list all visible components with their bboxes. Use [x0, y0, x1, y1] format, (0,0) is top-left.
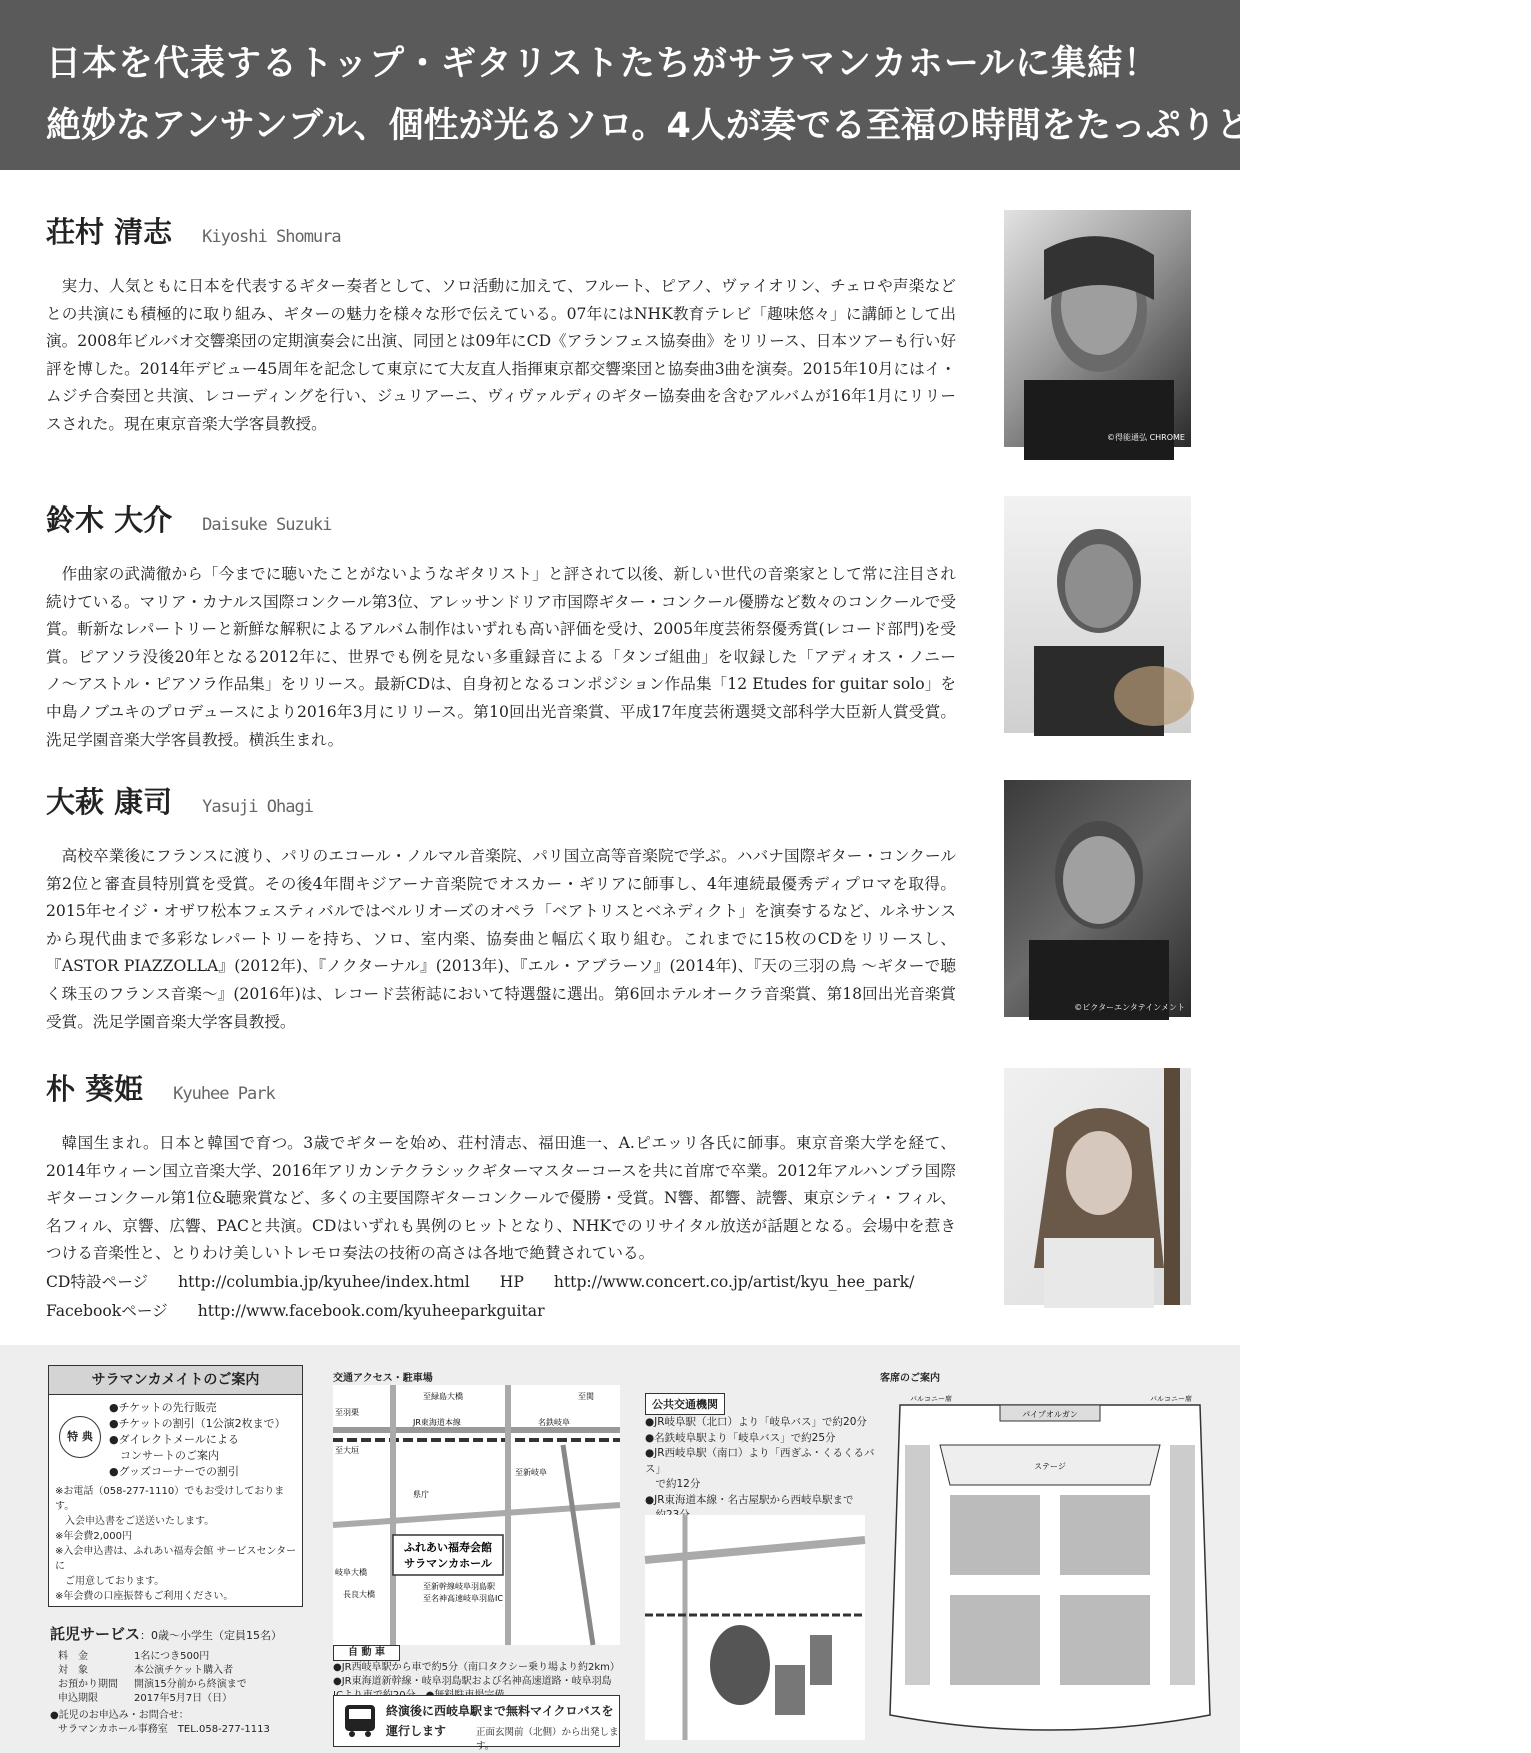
shuttle-bus-box	[333, 1695, 620, 1752]
portrait-image	[1004, 496, 1191, 733]
note-item: 入会申込書をご送送いたします。	[55, 1516, 215, 1527]
stage-label: ステージ	[1034, 1462, 1066, 1471]
childcare-subtitle: ：0歳〜小学生（定員15名）	[140, 1629, 283, 1642]
artist-section-park	[46, 1067, 956, 1326]
artist-roman-name: Daisuke Suzuki	[202, 515, 332, 535]
childcare-title: 託児サービス	[50, 1625, 141, 1643]
car-item: ●JR西岐阜駅から車で約5分（南口タクシー乗り場より約2km）	[333, 1662, 620, 1673]
perk-item: コンサートのご案内	[109, 1449, 219, 1462]
hp-link[interactable]: http://www.concert.co.jp/artist/kyu_hee_park/	[553, 1272, 915, 1291]
hall-label: サラマンカホール	[404, 1557, 492, 1570]
note-item: ご用意しております。	[55, 1576, 165, 1587]
cd-page-label: CD特設ページ	[46, 1272, 149, 1291]
map-label: 岐阜大橋	[335, 1568, 367, 1577]
balcony-label: バルコニー席	[910, 1395, 952, 1403]
banner-line-2: 絶妙なアンサンブル、個性が光るソロ。4人が奏でる至福の時間をたっぷりとご堪能ください。	[46, 106, 1531, 146]
artist-links	[46, 1268, 956, 1326]
map-label: 至新岐阜	[515, 1468, 547, 1477]
artist-bio: 高校卒業後にフランスに渡り、パリのエコール・ノルマル音楽院、パリ国立高等音楽院で学ぶ。ハバナ国際ギター・コンクール第2位と審査員特別賞を受賞。その後4年間キジアーナ音楽院でオスカー・ギリアに師事し、4年連続最優秀ディプロマを取得。2015年セイジ・オザワ松本フェスティバルではベルリオーズのオペラ「ベアトリスとベネディクト」を演奏するなど、ルネサンスから現代曲まで多彩なレパートリーを持ち、ソロ、室内楽、協奏曲と幅広く取り組む。これまでに15枚のCDをリリースし、『ASTOR PIAZZOLLA』(2012年)、『ノクターナル』(2013年)、『エル・アブラーソ』(2014年)、『天の三羽の鳥 〜ギターで聴く珠玉のフランス音楽〜』(2016年)は、レコード芸術誌において特選盤に選出。第6回ホテルオークラ音楽賞、第18回出光音楽賞受賞。洗足学園音楽大学客員教授。	[46, 847, 956, 1031]
seating-title: 客席のご案内	[880, 1373, 940, 1384]
access-title: 交通アクセス・駐車場	[333, 1373, 433, 1384]
portrait-image	[1004, 780, 1191, 1017]
perk-item: ●ダイレクトメールによる	[109, 1433, 239, 1446]
bus-icon	[342, 1703, 378, 1739]
list-item: で約12分	[645, 1478, 701, 1490]
mate-title: サラマンカメイトのご案内	[49, 1366, 302, 1395]
table-row: 申込期限 2017年5月7日（日）	[58, 1693, 233, 1704]
artist-photo-ohagi	[1004, 780, 1191, 1017]
map-label: 至羽栗	[335, 1408, 359, 1417]
hp-label: HP	[499, 1272, 524, 1291]
hall-label: ふれあい福寿会館	[404, 1541, 492, 1554]
table-row: 対 象 本公演チケット購入者	[58, 1665, 234, 1676]
note-item: ※年会費2,000円	[55, 1531, 133, 1542]
artist-roman-name: Kiyoshi Shomura	[202, 227, 341, 247]
map-label: 長良大橋	[343, 1590, 375, 1599]
perk-list	[109, 1400, 286, 1480]
photo-credit: ©得能通弘 CHROME	[1107, 433, 1185, 442]
mate-notes	[55, 1484, 302, 1604]
list-item: ●名鉄岐阜駅より「岐阜バス」で約25分	[645, 1431, 836, 1444]
childcare-table	[50, 1650, 255, 1706]
info-panel	[0, 1345, 1240, 1753]
area-map	[645, 1515, 865, 1740]
table-row: お預かり期間 開演15分前から終演まで	[58, 1679, 247, 1690]
car-item: ●JR東海道新幹線・岐阜羽島駅および名神高速道路・岐阜羽島	[333, 1676, 612, 1687]
map-label: 至関	[578, 1392, 594, 1401]
artist-name: 荘村 清志	[46, 215, 173, 249]
salamanca-mate-box	[48, 1365, 303, 1607]
map-label: 名鉄岐阜	[538, 1418, 570, 1427]
facebook-link[interactable]: http://www.facebook.com/kyuheeparkguitar	[197, 1301, 545, 1320]
artist-roman-name: Yasuji Ohagi	[202, 797, 313, 817]
table-row: 料 金 1名につき500円	[58, 1651, 210, 1662]
artist-photo-park	[1004, 1068, 1191, 1305]
organ-label: パイプオルガン	[1022, 1410, 1078, 1419]
childcare-section	[50, 1623, 300, 1737]
public-transport-title: 公共交通機関	[645, 1393, 725, 1415]
list-item: ●JR西岐阜駅（南口）より「西ぎふ・くるくるバス」	[645, 1447, 875, 1475]
bus-line-2: 運行します	[386, 1724, 447, 1738]
bus-line-1: 終演後に西岐阜駅まで無料マイクロバスを	[386, 1704, 614, 1718]
artist-bio: 実力、人気ともに日本を代表するギター奏者として、ソロ活動に加えて、フルート、ピアノ、ヴァイオリン、チェロや声楽などとの共演にも積極的に取り組み、ギターの魅力を様々な形で伝えている。07年にはNHK教育テレビ「趣味悠々」に講師として出演。2008年ビルバオ交響楽団の定期演奏会に出演、同団とは09年にCD《アランフェス協奏曲》をリリース、日本ツアーも行い好評を博した。2014年デビュー45周年を記念して東京にて大友直人指揮東京都交響楽団と協奏曲3曲を演奏。2015年10月にはイ・ムジチ合奏団と共演、レコーディングを行い、ジュリアーニ、ヴィヴァルディのギター協奏曲を含むアルバムが16年1月にリリースされた。現在東京音楽大学客員教授。	[46, 277, 956, 433]
bus-line-3: 正面玄関前（北側）から出発します。	[476, 1727, 619, 1752]
map-label: 至新幹線岐阜羽島駅	[423, 1582, 495, 1591]
seating-chart	[880, 1385, 1220, 1735]
facebook-label: Facebookページ	[46, 1301, 168, 1320]
portrait-image	[1004, 210, 1191, 447]
artist-section-suzuki	[46, 498, 956, 754]
map-label: 県庁	[413, 1490, 429, 1499]
header-banner	[0, 0, 1531, 170]
artist-photo-shomura	[1004, 210, 1191, 447]
list-item: ●JR岐阜駅（北口）より「岐阜バス」で約20分	[645, 1416, 867, 1428]
portrait-image	[1004, 1068, 1191, 1305]
balcony-label: バルコニー席	[1150, 1395, 1192, 1403]
artist-photo-suzuki	[1004, 496, 1191, 733]
artist-name: 大萩 康司	[46, 785, 173, 819]
map-label: 至大垣	[335, 1446, 359, 1455]
artist-bio: 韓国生まれ。日本と韓国で育つ。3歳でギターを始め、荘村清志、福田進一、A.ピエッリ各氏に師事。東京音楽大学を経て、2014年ウィーン国立音楽大学、2016年アリカンテクラシックギターマスターコースを共に首席で卒業。2012年アルハンブラ国際ギターコンクール第1位&聴衆賞など、多くの主要国際ギターコンクールで優勝・受賞。N響、都響、読響、東京シティ・フィル、名フィル、京響、広響、PACと共演。CDはいずれも異例のヒットとなり、NHKでのリサイタル放送が話題となる。会場中を惹きつける音楽性と、とりわけ美しいトレモロ奏法の技術の高さは各地で絶賛されている。	[46, 1134, 956, 1263]
childcare-contact: サラマンカホール事務室 TEL.058-277-1113	[58, 1724, 270, 1735]
public-transport-list	[645, 1415, 875, 1524]
perk-item: ●チケットの先行販売	[109, 1401, 217, 1414]
photo-credit: ©ビクターエンタテインメント	[1074, 1003, 1185, 1012]
note-item: ※入会申込書は、ふれあい福寿会館 サービスセンターに	[55, 1546, 297, 1572]
note-item: ※お電話（058-277-1110）でもお受けしております。	[55, 1486, 285, 1512]
list-item: ●JR東海道本線・名古屋駅から西岐阜駅まで	[645, 1493, 854, 1506]
artist-bio: 作曲家の武満徹から「今までに聴いたことがないようなギタリスト」と評されて以後、新しい世代の音楽家として常に注目され続けている。マリア・カナルス国際コンクール第3位、アレッサンドリア市国際ギター・コンクール優勝など数々のコンクールで受賞。斬新なレパートリーと新鮮な解釈によるアルバム制作はいずれも高い評価を受け、2005年度芸術祭優秀賞(レコード部門)を受賞。ピアソラ没後20年となる2012年に、世界でも例を見ない多重録音による「タンゴ組曲」を収録した「アディオス・ノニーノ〜アストル・ピアソラ作品集」をリリース。最新CDは、自身初となるコンポジション作品集「12 Etudes for guitar solo」を中島ノブユキのプロデュースにより2016年3月にリリース。第10回出光音楽賞、平成17年度芸術選奨文部科学大臣新人賞受賞。洗足学園音楽大学客員教授。横浜生まれ。	[46, 565, 956, 749]
artist-section-ohagi	[46, 780, 956, 1036]
perk-item: ●チケットの割引（1公演2枚まで）	[109, 1417, 286, 1430]
artist-name: 鈴木 大介	[46, 503, 173, 537]
note-item: ※年会費の口座振替もご利用ください。	[55, 1591, 234, 1602]
perk-badge: 特 典	[59, 1416, 101, 1458]
artist-name: 朴 葵姫	[46, 1072, 144, 1106]
banner-line-1: 日本を代表するトップ・ギタリストたちがサラマンカホールに集結！	[46, 44, 1160, 84]
perk-item: ●グッズコーナーでの割引	[109, 1465, 240, 1478]
map-label: JR東海道本線	[413, 1418, 461, 1427]
car-title: 自 動 車	[333, 1645, 400, 1661]
cd-page-link[interactable]: http://columbia.jp/kyuhee/index.html	[178, 1272, 470, 1291]
access-map	[333, 1385, 620, 1645]
map-label: 至緑島大橋	[423, 1392, 463, 1401]
artist-section-shomura	[46, 210, 956, 439]
artist-roman-name: Kyuhee Park	[173, 1084, 275, 1104]
childcare-contact-label: ●託児のお申込み・お問合せ：	[50, 1710, 189, 1721]
map-label: 至名神高速岐阜羽島IC	[423, 1594, 503, 1603]
